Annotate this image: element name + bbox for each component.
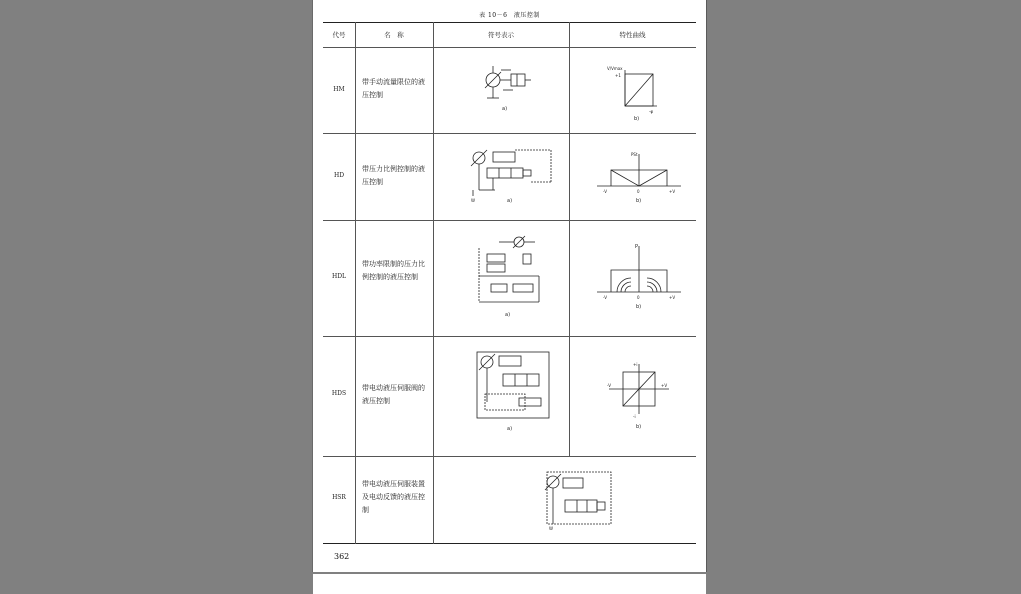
col-rule — [569, 22, 570, 457]
curve-xzero: 0 — [637, 295, 640, 300]
header-code: 代号 — [332, 31, 346, 39]
table-top-rule — [323, 22, 696, 23]
hdl-symbol-diagram — [469, 232, 549, 322]
row-code: HDS — [331, 390, 347, 397]
hm-curve-chart — [605, 62, 665, 122]
page-number: 362 — [334, 552, 350, 561]
symbol-caption: a) — [505, 312, 511, 318]
row-name: 带功率限制的压力比例控制的液压控制 — [362, 260, 425, 281]
hds-curve-chart — [603, 358, 675, 434]
hm-symbol-diagram — [473, 62, 543, 114]
header-rule — [323, 47, 696, 48]
row-rule — [323, 133, 696, 134]
curve-xright: +V — [669, 189, 676, 194]
control-table — [323, 22, 696, 544]
hd-curve-chart — [593, 148, 683, 206]
row-rule — [323, 336, 696, 337]
row-code: HD — [333, 172, 345, 179]
row-name: 带压力比例控制的液压控制 — [362, 165, 425, 186]
col-rule — [433, 22, 434, 544]
header-symbol: 符号表示 — [488, 31, 514, 39]
row-code: HM — [333, 86, 345, 93]
header-name: 名 称 — [384, 31, 404, 39]
symbol-port: W — [549, 526, 553, 531]
hds-symbol-diagram — [463, 348, 553, 438]
row-name: 带手动流量限位的液压控制 — [362, 78, 425, 99]
table-title: 表 10－6 液压控制 — [479, 12, 540, 19]
curve-xzero: 0 — [637, 189, 640, 194]
row-name: 带电动液压伺服阀的液压控制 — [362, 384, 425, 405]
curve-ybottom: -i — [633, 414, 636, 419]
symbol-caption: a) — [502, 106, 508, 112]
curve-caption: b) — [636, 304, 642, 310]
curve-caption: b) — [634, 116, 640, 122]
hd-symbol-diagram — [463, 146, 559, 206]
table-bottom-rule — [323, 543, 696, 544]
curve-xtick: -φ — [649, 109, 654, 114]
curve-ytick: +1 — [615, 73, 621, 78]
curve-ylabel: V/Vmax — [607, 66, 623, 71]
row-code: HDL — [331, 273, 347, 280]
symbol-caption: a) — [507, 426, 513, 432]
next-page-top — [313, 574, 706, 594]
curve-caption: b) — [636, 198, 642, 204]
curve-xright: +V — [669, 295, 676, 300]
hsr-symbol-diagram — [533, 468, 617, 534]
header-curve: 特性曲线 — [619, 31, 646, 39]
row-rule — [323, 456, 696, 457]
row-name: 带电动液压伺服装置及电动反馈的液压控制 — [362, 480, 425, 514]
row-rule — [323, 220, 696, 221]
hdl-curve-chart — [593, 240, 685, 314]
curve-ytop: +i — [633, 362, 638, 367]
curve-caption: b) — [636, 424, 642, 430]
symbol-caption: a) — [507, 198, 513, 204]
curve-xleft: -V — [607, 383, 611, 388]
curve-xright: +V — [661, 383, 668, 388]
row-code: HSR — [332, 494, 346, 501]
symbol-port: W — [471, 198, 475, 203]
curve-xleft: -V — [603, 189, 607, 194]
curve-ylabel: P — [635, 244, 639, 250]
col-rule — [355, 22, 356, 544]
curve-ylabel: PSt — [631, 152, 638, 157]
curve-xleft: -V — [603, 295, 607, 300]
document-page — [313, 0, 706, 572]
